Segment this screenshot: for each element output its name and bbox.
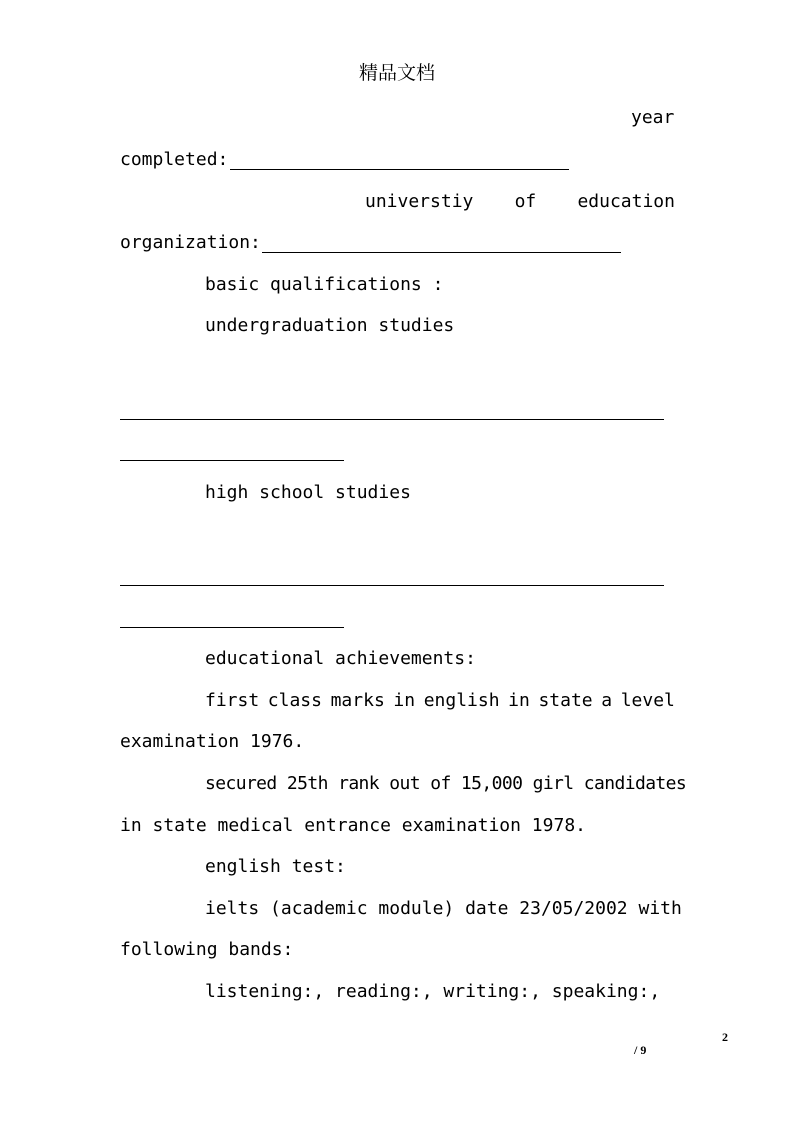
highschool-blank-line-2 (120, 627, 344, 628)
word-of: of (514, 191, 537, 212)
year-label: year (631, 107, 675, 128)
achievement-word: in (393, 690, 416, 711)
page-total: / 9 (634, 1043, 647, 1057)
word-universtiy: universtiy (365, 191, 474, 212)
achievement-word: first (205, 690, 260, 711)
word-education: education (577, 191, 675, 212)
ielts-continuation: following bands: (120, 939, 294, 960)
organization-label: organization: (120, 232, 261, 253)
highschool-blank-line-1 (120, 585, 664, 586)
achievement-word: class (267, 690, 322, 711)
achievement-word: english (423, 690, 500, 711)
achievement-word: marks (330, 690, 385, 711)
educational-achievements-heading: educational achievements: (205, 648, 476, 669)
achievement-word: a (601, 690, 613, 711)
basic-qualifications-heading: basic qualifications : (205, 274, 444, 295)
undergrad-blank-line-1 (120, 419, 664, 420)
organization-blank-line (262, 252, 621, 253)
high-school-studies-heading: high school studies (205, 482, 411, 503)
university-line (365, 190, 675, 214)
bands-line: listening:, reading:, writing:, speaking:, (205, 981, 661, 1002)
undergrad-blank-line-2 (120, 460, 344, 461)
achievement-word: state (538, 690, 593, 711)
achievement-2-line: secured 25th rank out of 15,000 girl candidates (205, 773, 687, 794)
achievement-1-continuation: examination 1976. (120, 731, 305, 752)
completed-blank-line (230, 169, 569, 170)
page-header-title: 精品文档 (358, 62, 435, 84)
undergraduation-studies-heading: undergraduation studies (205, 315, 455, 336)
english-test-heading: english test: (205, 856, 346, 877)
achievement-word: level (620, 690, 675, 711)
achievement-2-continuation: in state medical entrance examination 1978. (120, 815, 586, 836)
achievement-word: in (508, 690, 530, 711)
achievement-1-line (205, 689, 675, 713)
ielts-line: ielts (academic module) date 23/05/2002 with (205, 898, 682, 919)
page-number: 2 (722, 1030, 728, 1044)
completed-label: completed: (120, 149, 229, 170)
